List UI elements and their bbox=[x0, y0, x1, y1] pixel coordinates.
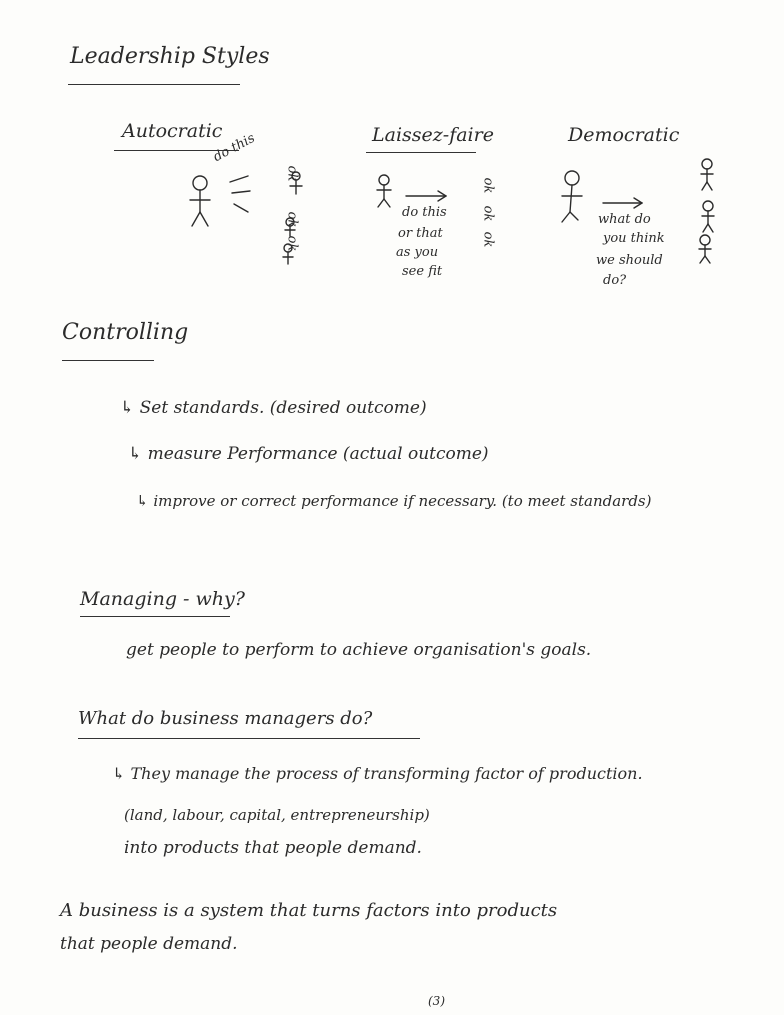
controlling-item-2: ↳ measure Performance (actual outcome) bbox=[128, 444, 489, 464]
democratic-line-4: do? bbox=[603, 273, 627, 288]
autocratic-ok-3: ok bbox=[284, 235, 300, 252]
autocratic-follower-figures bbox=[283, 172, 302, 264]
business-line-3: into products that people demand. bbox=[124, 838, 422, 858]
democratic-arrow bbox=[603, 198, 642, 208]
managing-underline bbox=[80, 616, 230, 617]
laissez-arrow bbox=[406, 191, 446, 201]
autocratic-command-strokes bbox=[230, 176, 250, 212]
laissez-line-4: see fit bbox=[402, 264, 443, 279]
page-number: (3) bbox=[428, 994, 445, 1008]
controlling-title: Controlling bbox=[62, 320, 189, 345]
business-line-1: ↳ They manage the process of transforming factor of production. bbox=[112, 764, 643, 783]
controlling-item-1: ↳ Set standards. (desired outcome) bbox=[120, 398, 427, 418]
managing-text: get people to perform to achieve organisation's goals. bbox=[126, 640, 592, 660]
controlling-item-3: ↳ improve or correct performance if necessary. (to meet standards) bbox=[136, 492, 652, 510]
managing-title: Managing - why? bbox=[80, 588, 245, 610]
laissez-line-3: as you bbox=[396, 245, 439, 260]
democratic-line-2: you think bbox=[603, 231, 665, 246]
laissez-leader-figure bbox=[377, 175, 391, 207]
laissez-ok-3: ok bbox=[480, 231, 496, 248]
democratic-heading: Democratic bbox=[568, 124, 680, 146]
democratic-line-3: we should bbox=[596, 253, 663, 268]
democratic-line-1: what do bbox=[598, 212, 651, 227]
autocratic-ok-2: ok bbox=[284, 211, 300, 228]
laissez-ok-2: ok bbox=[480, 205, 496, 222]
democratic-follower-figures bbox=[699, 159, 714, 263]
definition-line-1: A business is a system that turns factors into products bbox=[60, 900, 558, 921]
business-title: What do business managers do? bbox=[78, 708, 373, 729]
controlling-underline bbox=[62, 360, 154, 361]
leadership-sketches bbox=[0, 0, 784, 320]
democratic-leader-figure bbox=[562, 171, 582, 222]
definition-line-2: that people demand. bbox=[60, 934, 238, 954]
laissez-line-1: do this bbox=[402, 205, 447, 220]
laissez-faire-heading: Laissez-faire bbox=[372, 124, 494, 146]
autocratic-command: do this bbox=[210, 130, 258, 165]
autocratic-ok-1: ok bbox=[284, 165, 300, 182]
autocratic-leader-figure bbox=[190, 176, 210, 226]
leadership-title: Leadership Styles bbox=[70, 44, 270, 69]
business-underline bbox=[78, 738, 420, 739]
autocratic-heading: Autocratic bbox=[122, 120, 223, 142]
laissez-line-2: or that bbox=[398, 226, 443, 241]
laissez-ok-1: ok bbox=[480, 177, 496, 194]
business-line-2: (land, labour, capital, entrepreneurship) bbox=[124, 806, 430, 824]
